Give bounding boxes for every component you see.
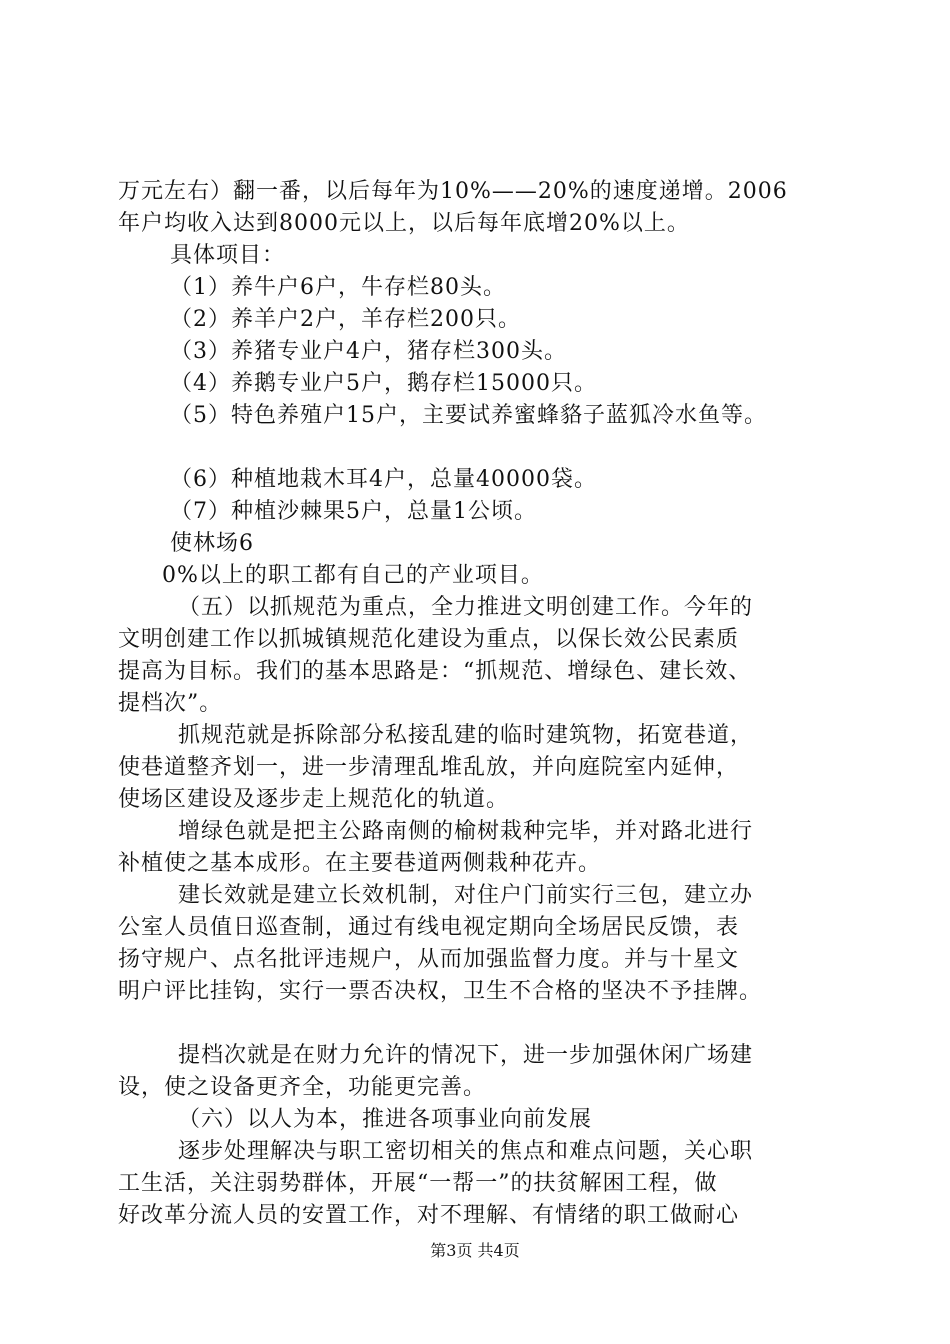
text-line: 工生活，关注弱势群体，开展“一帮一”的扶贫解困工程，做 (118, 1171, 718, 1196)
blank-line (118, 1008, 840, 1040)
page-footer: 第3页 共4页 (430, 1241, 520, 1260)
text-line: 文明创建工作以抓城镇规范化建设为重点，以保长效公民素质 (118, 627, 740, 652)
text-line: 补植使之基本成形。在主要巷道两侧栽种花卉。 (118, 851, 602, 876)
blank-line (118, 432, 840, 464)
text-line: 提高为目标。我们的基本思路是：“抓规范、增绿色、建长效、 (118, 659, 752, 684)
text-line: （4）养鹅专业户5户，鹅存栏15000只。 (170, 371, 597, 396)
document-body (118, 176, 840, 1232)
text-line: 年户均收入达到8000元以上，以后每年底增20%以上。 (118, 211, 690, 236)
text-line: （六）以人为本，推进各项事业向前发展 (178, 1107, 593, 1132)
text-line: （5）特色养殖户15户，主要试养蜜蜂貉子蓝狐冷水鱼等。 (170, 403, 767, 428)
text-line: 使巷道整齐划一，进一步清理乱堆乱放，并向庭院室内延伸， (118, 755, 740, 780)
text-line: 好改革分流人员的安置工作，对不理解、有情绪的职工做耐心 (118, 1203, 740, 1228)
text-line: 公室人员值日巡查制，通过有线电视定期向全场居民反馈，表 (118, 915, 740, 940)
text-line: （2）养羊户2户，羊存栏200只。 (170, 307, 521, 332)
text-line: （1）养牛户6户，牛存栏80头。 (170, 275, 506, 300)
text-line: 扬守规户、点名批评违规户，从而加强监督力度。并与十星文 (118, 947, 740, 972)
text-line: 使场区建设及逐步走上规范化的轨道。 (118, 787, 510, 812)
text-line: 逐步处理解决与职工密切相关的焦点和难点问题，关心职 (178, 1139, 754, 1164)
text-line: 明户评比挂钩，实行一票否决权，卫生不合格的坚决不予挂牌。 (118, 979, 763, 1004)
text-line: 提档次就是在财力允许的情况下，进一步加强休闲广场建 (178, 1043, 754, 1068)
text-line: （五）以抓规范为重点，全力推进文明创建工作。今年的 (178, 595, 754, 620)
text-line: 具体项目： (170, 243, 286, 268)
text-line: 提档次”。 (118, 691, 223, 716)
text-line: （3）养猪专业户4户，猪存栏300头。 (170, 339, 567, 364)
text-line: 建长效就是建立长效机制，对住户门前实行三包，建立办 (178, 883, 754, 908)
text-line: 使林场6 (170, 531, 254, 556)
text-line: 设，使之设备更齐全，功能更完善。 (118, 1075, 487, 1100)
text-line: （6）种植地栽木耳4户，总量40000袋。 (170, 467, 597, 492)
text-line: 0%以上的职工都有自己的产业项目。 (162, 563, 544, 588)
text-line: 万元左右）翻一番，以后每年为10%——20%的速度递增。2006 (118, 179, 788, 204)
text-line: （7）种植沙棘果5户，总量1公顷。 (170, 499, 537, 524)
text-line: 抓规范就是拆除部分私接乱建的临时建筑物，拓宽巷道， (178, 723, 754, 748)
text-line: 增绿色就是把主公路南侧的榆树栽种完毕，并对路北进行 (178, 819, 754, 844)
